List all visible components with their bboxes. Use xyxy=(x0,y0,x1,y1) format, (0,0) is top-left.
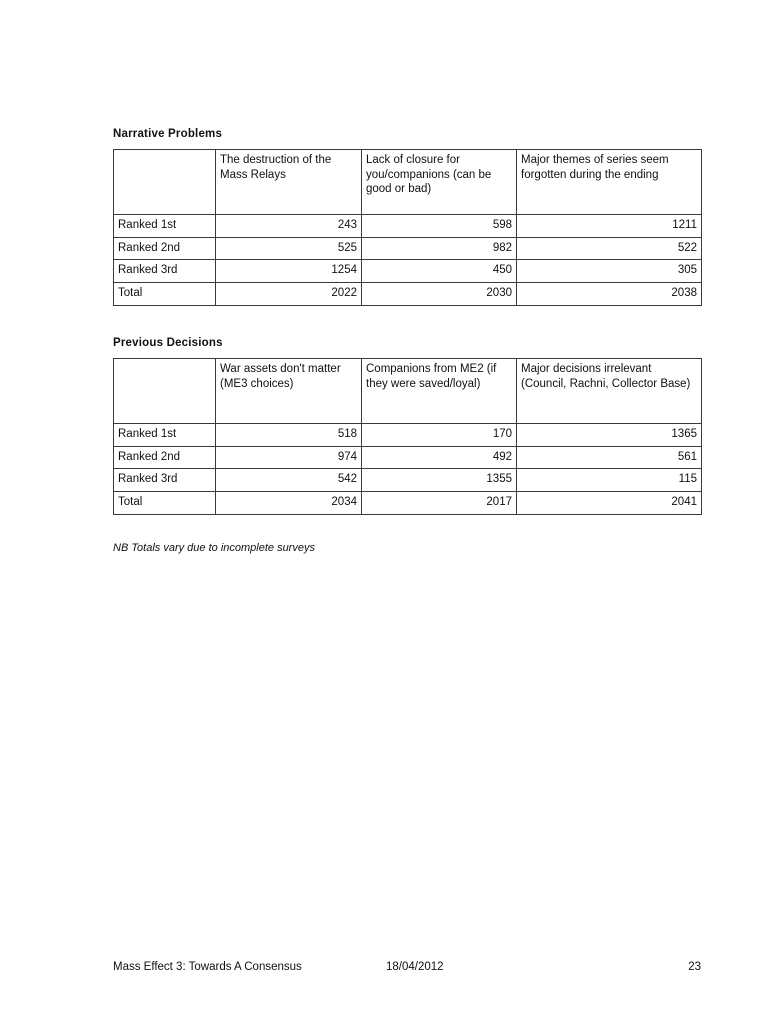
column-header-1: War assets don't matter (ME3 choices) xyxy=(216,358,362,423)
table-header-row xyxy=(114,150,702,215)
section-spacer xyxy=(113,306,701,337)
column-header-2: Companions from ME2 (if they were saved/loyal) xyxy=(362,358,517,423)
table-previous-decisions xyxy=(113,358,702,515)
cell-total: 2038 xyxy=(517,283,702,306)
cell-value: 1355 xyxy=(362,469,517,492)
column-header-blank xyxy=(114,358,216,423)
footer-date: 18/04/2012 xyxy=(386,961,444,973)
row-label: Ranked 3rd xyxy=(114,260,216,283)
table-row xyxy=(114,446,702,469)
column-header-blank xyxy=(114,150,216,215)
cell-value: 525 xyxy=(216,237,362,260)
row-label: Ranked 2nd xyxy=(114,446,216,469)
cell-total: 2017 xyxy=(362,492,517,515)
table-total-row xyxy=(114,283,702,306)
row-label-total: Total xyxy=(114,492,216,515)
row-label: Ranked 3rd xyxy=(114,469,216,492)
table-row xyxy=(114,423,702,446)
cell-total: 2034 xyxy=(216,492,362,515)
cell-value: 450 xyxy=(362,260,517,283)
table-header-row xyxy=(114,358,702,423)
cell-value: 1211 xyxy=(517,215,702,238)
column-header-3: Major decisions irrelevant (Council, Rachni, Collector Base) xyxy=(517,358,702,423)
row-label: Ranked 1st xyxy=(114,215,216,238)
cell-value: 243 xyxy=(216,215,362,238)
table-row xyxy=(114,260,702,283)
table-row xyxy=(114,237,702,260)
cell-value: 305 xyxy=(517,260,702,283)
cell-total: 2030 xyxy=(362,283,517,306)
document-content xyxy=(113,128,701,554)
section-title-narrative-problems: Narrative Problems xyxy=(113,128,223,140)
row-label: Ranked 1st xyxy=(114,423,216,446)
section-narrative-problems xyxy=(113,128,701,306)
cell-value: 982 xyxy=(362,237,517,260)
cell-total: 2022 xyxy=(216,283,362,306)
cell-value: 542 xyxy=(216,469,362,492)
table-row xyxy=(114,469,702,492)
row-label-total: Total xyxy=(114,283,216,306)
column-header-2: Lack of closure for you/companions (can be good or bad) xyxy=(362,150,517,215)
table-note: NB Totals vary due to incomplete surveys xyxy=(113,541,315,554)
cell-value: 518 xyxy=(216,423,362,446)
section-title-previous-decisions: Previous Decisions xyxy=(113,336,223,349)
column-header-1: The destruction of the Mass Relays xyxy=(216,150,362,215)
column-header-3: Major themes of series seem forgotten during the ending xyxy=(517,150,702,215)
cell-value: 115 xyxy=(517,469,702,492)
row-label: Ranked 2nd xyxy=(114,237,216,260)
cell-total: 2041 xyxy=(517,492,702,515)
cell-value: 1365 xyxy=(517,423,702,446)
footer-page-number: 23 xyxy=(688,961,701,973)
section-previous-decisions xyxy=(113,337,701,515)
cell-value: 974 xyxy=(216,446,362,469)
footer-document-title: Mass Effect 3: Towards A Consensus xyxy=(113,961,302,973)
cell-value: 598 xyxy=(362,215,517,238)
cell-value: 1254 xyxy=(216,260,362,283)
table-total-row xyxy=(114,492,702,515)
table-narrative-problems xyxy=(113,149,702,306)
page-footer xyxy=(113,961,701,977)
cell-value: 492 xyxy=(362,446,517,469)
cell-value: 522 xyxy=(517,237,702,260)
table-row xyxy=(114,215,702,238)
cell-value: 170 xyxy=(362,423,517,446)
cell-value: 561 xyxy=(517,446,702,469)
